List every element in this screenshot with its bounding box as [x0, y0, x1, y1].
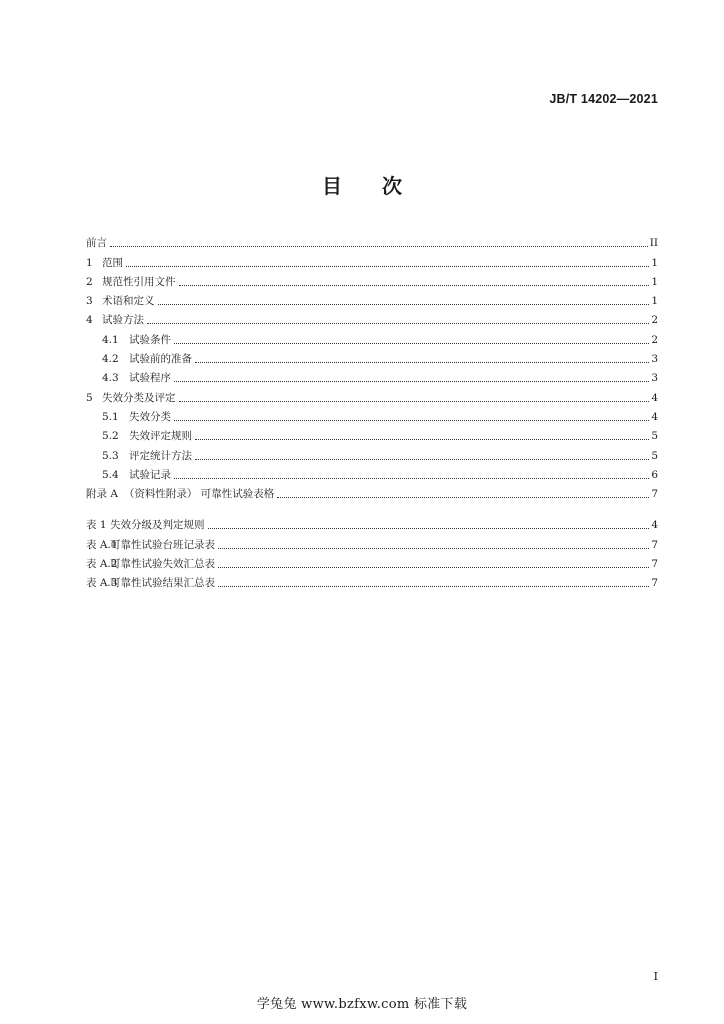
table-list-entry[interactable]	[86, 571, 658, 590]
table-list-entry[interactable]	[86, 513, 658, 532]
entry-page-number: II	[649, 237, 658, 250]
dot-leader	[218, 586, 649, 587]
table-of-contents	[86, 231, 658, 590]
toc-entry[interactable]	[86, 385, 658, 404]
dot-leader	[110, 246, 648, 247]
entry-page-number: 3	[651, 372, 658, 385]
entry-label: 可靠性试验结果汇总表	[110, 577, 215, 590]
page-number: I	[653, 970, 658, 983]
dot-leader	[218, 548, 649, 549]
entry-number: 3	[86, 295, 93, 308]
dot-leader	[158, 304, 650, 305]
entry-page-number: 1	[651, 256, 658, 269]
toc-entry[interactable]	[86, 405, 658, 424]
entry-page-number: 5	[651, 449, 658, 462]
toc-entry[interactable]	[86, 366, 658, 385]
entry-label: 范围	[102, 256, 123, 269]
dot-leader	[195, 439, 649, 440]
entry-label: 前言	[86, 237, 107, 250]
dot-leader	[208, 528, 650, 529]
entry-label: 试验前的准备	[129, 353, 192, 366]
page-title	[0, 170, 724, 199]
entry-number: 1	[86, 256, 93, 269]
entry-label: 试验记录	[129, 468, 171, 481]
entry-page-number: 7	[651, 488, 658, 501]
entry-page-number: 4	[651, 391, 658, 404]
entry-page-number: 3	[651, 353, 658, 366]
entry-label: 试验程序	[129, 372, 171, 385]
dot-leader	[195, 459, 649, 460]
table-list-entry[interactable]	[86, 532, 658, 551]
entry-label: 评定统计方法	[129, 449, 192, 462]
entry-label: 失效分级及判定规则	[110, 519, 205, 532]
entry-page-number: 2	[651, 314, 658, 327]
toc-entry[interactable]	[86, 424, 658, 443]
table-list-entry[interactable]	[86, 552, 658, 571]
dot-leader	[174, 420, 649, 421]
entry-page-number: 6	[651, 468, 658, 481]
entry-number: 4	[86, 314, 93, 327]
entry-number: 4.1	[102, 333, 119, 346]
entry-number: 5.3	[102, 449, 119, 462]
toc-entry[interactable]	[86, 443, 658, 462]
toc-entry[interactable]	[86, 463, 658, 482]
entry-number: 5	[86, 391, 93, 404]
standard-number: JB/T 14202—2021	[549, 92, 658, 106]
title-char-2: 次	[382, 174, 402, 198]
entry-label: 失效评定规则	[129, 430, 192, 443]
entry-label: 术语和定义	[102, 295, 155, 308]
dot-leader	[179, 401, 650, 402]
dot-leader	[174, 343, 649, 344]
dot-leader	[174, 478, 649, 479]
entry-page-number: 1	[651, 275, 658, 288]
entry-number: 附录 A	[86, 488, 118, 501]
entry-page-number: 5	[651, 430, 658, 443]
toc-entry[interactable]	[86, 250, 658, 269]
entry-number: 2	[86, 275, 93, 288]
dot-leader	[174, 381, 649, 382]
toc-entry[interactable]	[86, 308, 658, 327]
toc-entry[interactable]	[86, 231, 658, 250]
entry-label: （资料性附录） 可靠性试验表格	[123, 488, 275, 501]
toc-entry[interactable]	[86, 289, 658, 308]
entry-page-number: 7	[651, 577, 658, 590]
entry-page-number: 7	[651, 558, 658, 571]
footer-watermark: 学兔兔 www.bzfxw.com 标准下载	[256, 997, 468, 1012]
toc-entry[interactable]	[86, 482, 658, 501]
entry-page-number: 7	[651, 538, 658, 551]
entry-label: 可靠性试验失效汇总表	[110, 558, 215, 571]
entry-number: 表 A.3	[86, 577, 118, 590]
entry-label: 规范性引用文件	[102, 275, 176, 288]
entry-label: 可靠性试验台班记录表	[110, 538, 215, 551]
entry-page-number: 1	[651, 295, 658, 308]
dot-leader	[126, 266, 649, 267]
toc-entry[interactable]	[86, 347, 658, 366]
dot-leader	[195, 362, 649, 363]
entry-number: 4.3	[102, 372, 119, 385]
entry-number: 表 1	[86, 519, 107, 532]
toc-entry[interactable]	[86, 270, 658, 289]
dot-leader	[147, 323, 649, 324]
entry-number: 5.4	[102, 468, 119, 481]
entry-page-number: 2	[651, 333, 658, 346]
title-char-1: 目	[322, 174, 342, 198]
entry-number: 4.2	[102, 353, 119, 366]
entry-number: 5.2	[102, 430, 119, 443]
entry-label: 试验方法	[102, 314, 144, 327]
entry-label: 试验条件	[129, 333, 171, 346]
dot-leader	[277, 497, 649, 498]
table-list	[86, 513, 658, 590]
entry-number: 表 A.2	[86, 558, 118, 571]
entry-number: 5.1	[102, 410, 119, 423]
toc-entry[interactable]	[86, 327, 658, 346]
entry-page-number: 4	[651, 519, 658, 532]
dot-leader	[218, 567, 649, 568]
entry-page-number: 4	[651, 410, 658, 423]
entry-number: 表 A.1	[86, 538, 118, 551]
entry-label: 失效分类及评定	[102, 391, 176, 404]
entry-label: 失效分类	[129, 410, 171, 423]
dot-leader	[179, 285, 650, 286]
toc-entries	[86, 231, 658, 501]
